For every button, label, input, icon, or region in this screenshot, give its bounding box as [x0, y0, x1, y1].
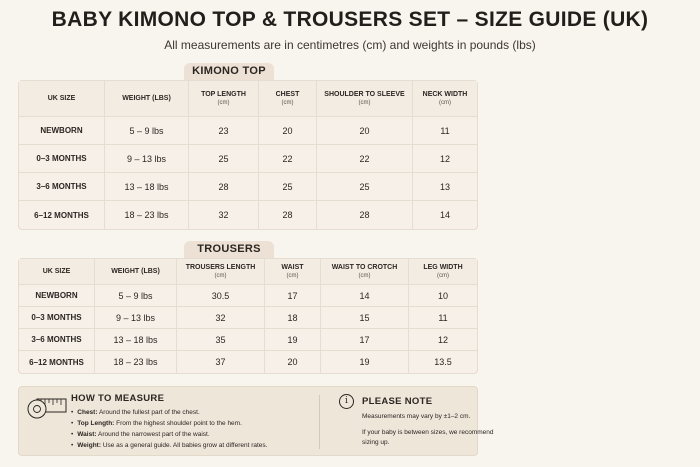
size-cell: 3–6 MONTHS: [19, 329, 95, 351]
info-panel: [18, 386, 494, 456]
table-cell: 12: [413, 145, 477, 173]
table-cell: 22: [317, 145, 413, 173]
table-cell: 28: [317, 201, 413, 229]
column-header: TOP LENGTH (cm): [189, 81, 259, 117]
kimono-tab-label: KIMONO TOP: [184, 63, 274, 80]
table-cell: 37: [177, 351, 265, 373]
table-cell: 19: [265, 329, 321, 351]
table-cell: 13 – 18 lbs: [95, 329, 177, 351]
table-row: [19, 117, 477, 145]
table-cell: 23: [189, 117, 259, 145]
size-cell: 3–6 MONTHS: [19, 173, 105, 201]
table-cell: 32: [189, 201, 259, 229]
table-cell: 25: [189, 145, 259, 173]
column-header: LEG WIDTH (cm): [409, 259, 477, 285]
table-cell: 25: [317, 173, 413, 201]
panel-divider: [319, 395, 320, 449]
table-cell: 20: [317, 117, 413, 145]
table-cell: 18: [265, 307, 321, 329]
note-variance-text: Measurements may vary by ±1–2 cm.: [362, 413, 471, 420]
size-cell: 6–12 MONTHS: [19, 351, 95, 373]
table-cell: 18 – 23 lbs: [95, 351, 177, 373]
size-cell: NEWBORN: [19, 117, 105, 145]
column-header: TROUSERS LENGTH (cm): [177, 259, 265, 285]
table-row: [19, 173, 477, 201]
table-cell: 14: [439, 210, 450, 220]
table-header-row: [19, 81, 477, 117]
table-cell: 9 – 13 lbs: [105, 145, 189, 173]
list-item: • Chest: Around the fullest part of the chest.: [71, 407, 267, 418]
size-cell: 6–12 MONTHS: [19, 201, 105, 229]
page-subtitle: All measurements are in centimetres (cm) and weights in pounds (lbs): [164, 38, 536, 52]
table-cell: 28: [259, 201, 317, 229]
column-header: WEIGHT (LBS): [95, 259, 177, 285]
table-cell: 15: [321, 307, 409, 329]
table-cell: 22: [259, 145, 317, 173]
list-item: • Weight: Use as a general guide. All babies grow at different rates.: [71, 440, 267, 451]
table-cell: 9 – 13 lbs: [95, 307, 177, 329]
please-note-title: PLEASE NOTE: [362, 396, 433, 407]
how-to-measure-title: HOW TO MEASURE: [71, 393, 165, 404]
table-cell: 13.5: [434, 357, 452, 367]
column-header: WEIGHT (LBS): [105, 81, 189, 117]
note-sizing-text: If your baby is between sizes, we recommend sizing up.: [362, 429, 494, 446]
table-cell: 5 – 9 lbs: [105, 117, 189, 145]
table-cell: 20: [265, 351, 321, 373]
column-header: NECK WIDTH (cm): [413, 81, 477, 117]
how-to-measure-list: [71, 407, 267, 451]
list-item: • Waist: Around the narrowest part of the waist.: [71, 429, 267, 440]
table-row: [19, 145, 477, 173]
table-row: [19, 351, 477, 373]
info-icon: i: [339, 394, 354, 409]
kimono-size-table: [18, 80, 478, 230]
column-header: UK SIZE: [19, 81, 105, 117]
table-cell: 17: [321, 329, 409, 351]
table-row: [19, 329, 477, 351]
size-cell: 0–3 MONTHS: [19, 307, 95, 329]
size-cell: NEWBORN: [19, 285, 95, 307]
table-cell: 35: [177, 329, 265, 351]
column-header: WAIST TO CROTCH (cm): [321, 259, 409, 285]
table-cell: 13 – 18 lbs: [105, 173, 189, 201]
table-cell: 32: [177, 307, 265, 329]
table-cell: 20: [259, 117, 317, 145]
table-cell: 18 – 23 lbs: [105, 201, 189, 229]
table-cell: 25: [259, 173, 317, 201]
table-row: [19, 307, 477, 329]
table-cell: 11: [413, 117, 477, 145]
column-header: SHOULDER TO SLEEVE (cm): [317, 81, 413, 117]
table-cell: 17: [265, 285, 321, 307]
trousers-size-table: [18, 258, 478, 374]
measuring-tape-icon: [27, 395, 67, 421]
table-cell: 13: [413, 173, 477, 201]
list-item: • Top Length: From the highest shoulder point to the hem.: [71, 418, 267, 429]
page-title: BABY KIMONO TOP & TROUSERS SET – SIZE GUIDE (UK): [51, 8, 649, 31]
table-cell: 30.5: [177, 285, 265, 307]
column-header: CHEST (cm): [259, 81, 317, 117]
column-header: UK SIZE: [19, 259, 95, 285]
table-row: [19, 201, 477, 229]
size-cell: 0–3 MONTHS: [19, 145, 105, 173]
table-row: [19, 285, 477, 307]
table-cell: 28: [189, 173, 259, 201]
table-cell: 5 – 9 lbs: [95, 285, 177, 307]
table-cell: 11: [409, 307, 477, 329]
table-cell: 10: [409, 285, 477, 307]
trousers-tab-label: TROUSERS: [184, 241, 274, 258]
table-header-row: [19, 259, 477, 285]
table-cell: 19: [321, 351, 409, 373]
column-header: WAIST (cm): [265, 259, 321, 285]
table-cell: 14: [321, 285, 409, 307]
table-cell: 12: [409, 329, 477, 351]
